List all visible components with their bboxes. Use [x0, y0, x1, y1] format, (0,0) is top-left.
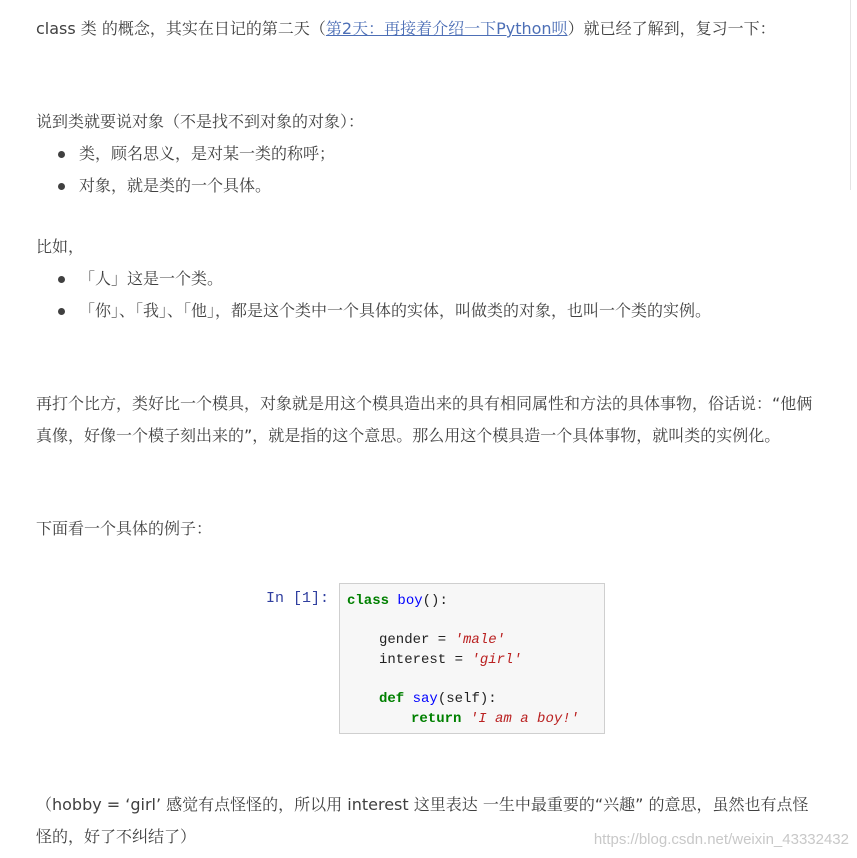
footnote-paragraph: （hobby = ‘girl’ 感觉有点怪怪的，所以用 interest 这里表达 一生中最重要的“兴趣” 的意思，虽然也有点怪怪的，好了不纠结了）: [36, 795, 809, 846]
objects-heading: 说到类就要说对象（不是找不到对象的对象）：: [36, 112, 365, 131]
return-value: 'I am a boy!': [469, 711, 580, 727]
intro-paragraph: [36, 13, 816, 45]
keyword-def: def: [379, 691, 405, 707]
scrollbar[interactable]: [850, 0, 857, 190]
method-name: say: [412, 691, 438, 707]
code-block: [339, 583, 605, 734]
example-lead-in: 下面看一个具体的例子：: [36, 519, 213, 538]
keyword-class: class: [347, 593, 390, 609]
code-prompt: In [1]:: [266, 590, 330, 607]
intro-text-end: ）就已经了解到，复习一下：: [567, 19, 776, 38]
keyword-return: return: [411, 711, 462, 727]
code-line-return: [411, 710, 579, 728]
interest-value: 'girl': [471, 652, 522, 668]
class-signature: ():: [422, 593, 448, 609]
method-signature: (self):: [437, 691, 497, 707]
list-item: 「人」这是一个类。: [36, 263, 816, 295]
code-line-def: [379, 690, 497, 708]
intro-text: class 类 的概念，其实在日记的第二天（: [36, 19, 326, 38]
gender-assign: gender =: [379, 632, 455, 648]
example-list: [36, 263, 816, 327]
day2-article-link[interactable]: 第2天：再接着介绍一下Python呗: [325, 19, 568, 38]
code-line-interest: [379, 651, 522, 669]
interest-assign: interest =: [379, 652, 472, 668]
list-item: 对象，就是类的一个具体。: [36, 170, 816, 202]
code-line-gender: [379, 631, 505, 649]
csdn-watermark: https://blog.csdn.net/weixin_43332432: [593, 831, 849, 848]
analogy-paragraph: 再打个比方，类好比一个模具，对象就是用这个模具造出来的具有相同属性和方法的具体事物，俗话说：“他俩真像，好像一个模子刻出来的”，就是指的这个意思。那么用这个模具造一个具体事物，就叫类的实例化。: [36, 394, 813, 445]
code-line-class: [347, 592, 448, 610]
list-item: 「你」、「我」、「他」，都是这个类中一个具体的实体，叫做类的对象，也叫一个类的实例。: [36, 295, 816, 327]
class-name: boy: [397, 593, 423, 609]
objects-list: [36, 138, 816, 202]
gender-value: 'male': [454, 632, 506, 648]
example-heading: 比如，: [36, 237, 85, 256]
list-item: 类，顾名思义，是对某一类的称呼；: [36, 138, 816, 170]
